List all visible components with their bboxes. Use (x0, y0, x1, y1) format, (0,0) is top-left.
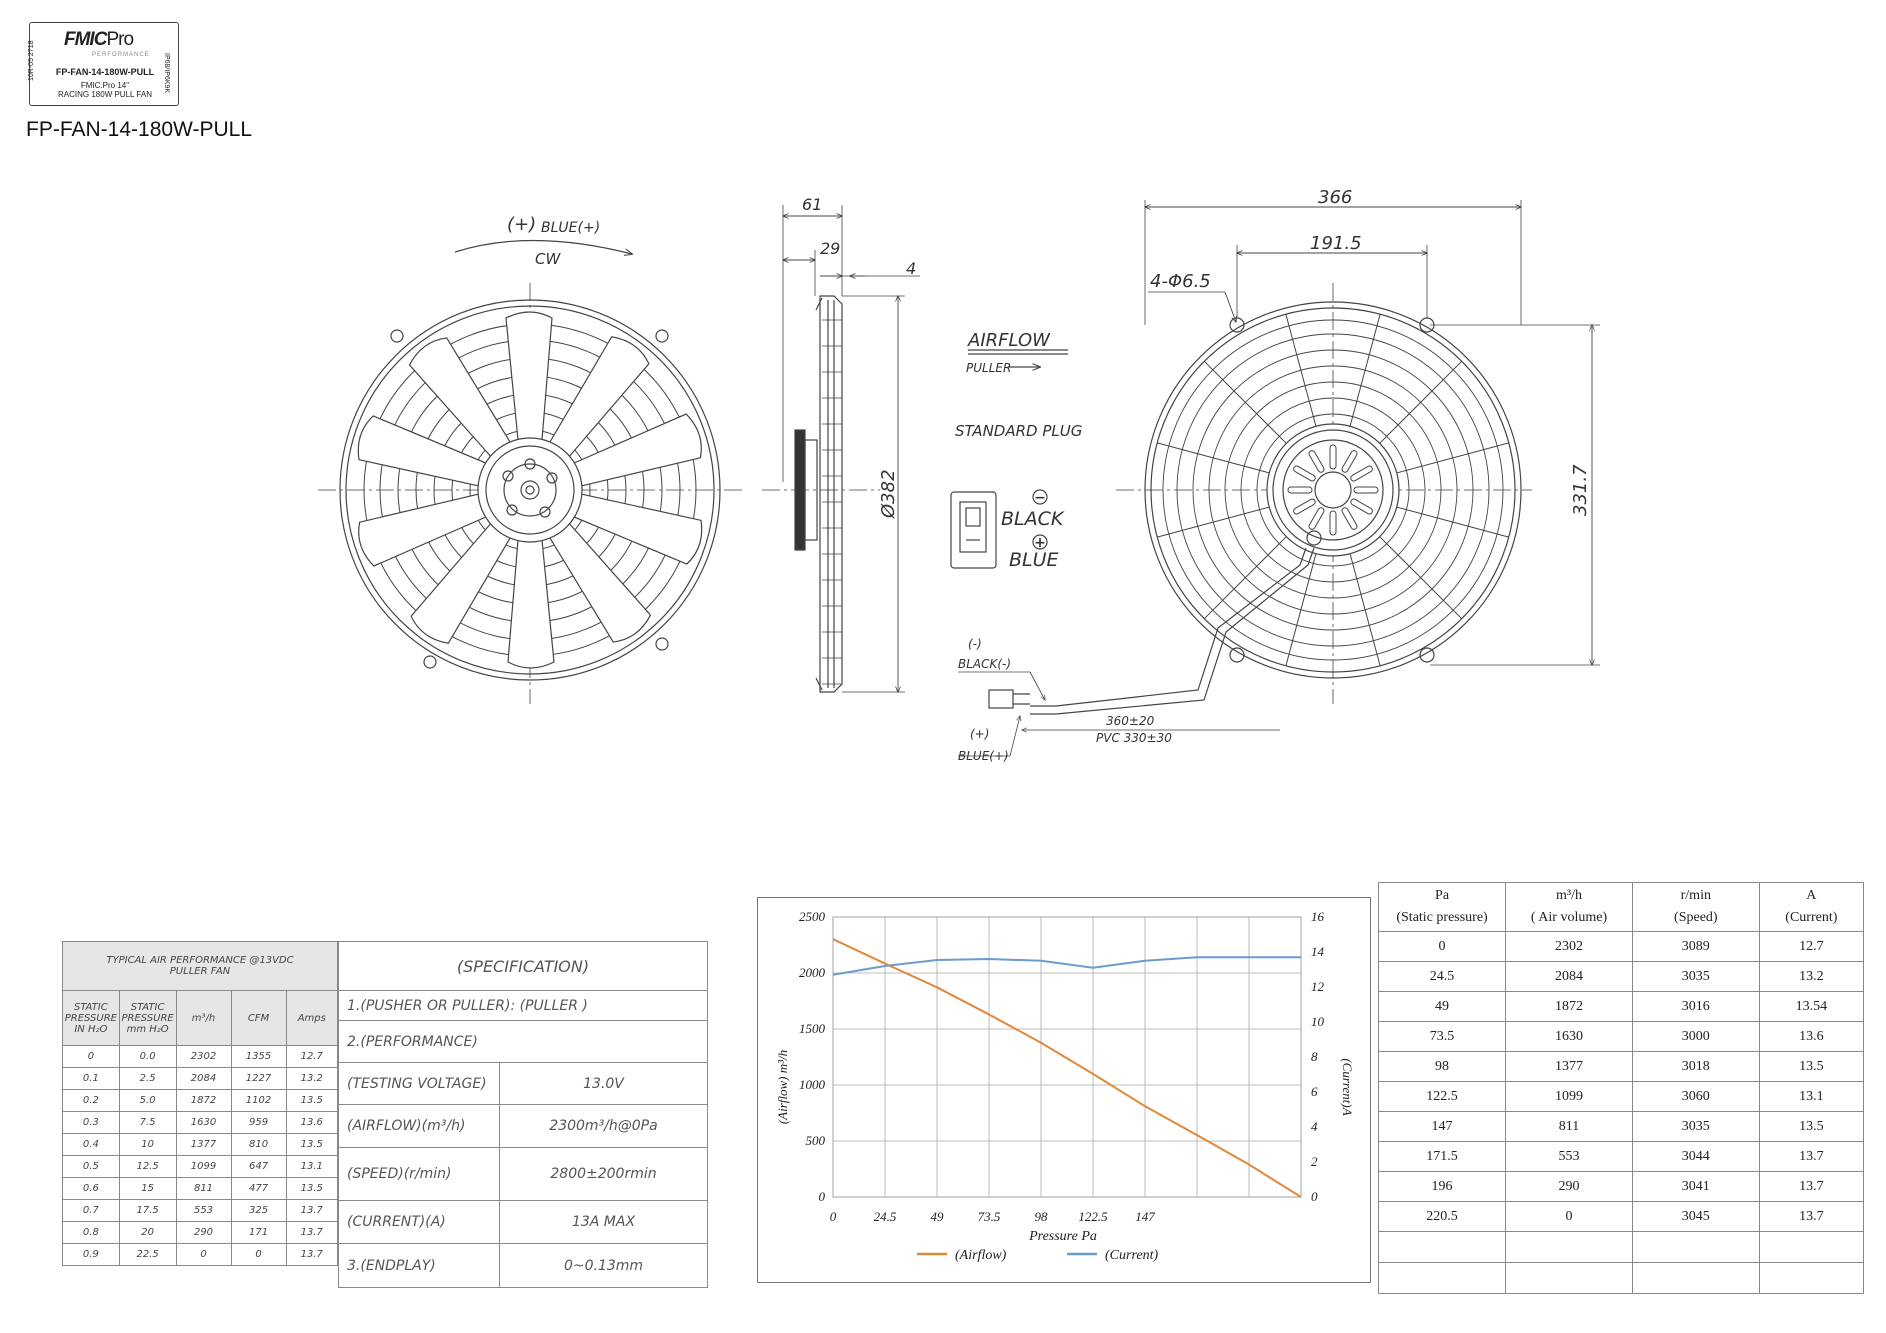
table-row (63, 1178, 338, 1200)
grille-spoke (1204, 361, 1286, 443)
table-cell: 1355 (231, 1046, 286, 1068)
spec-pusher-puller: 1.(PUSHER OR PULLER): (PULLER ) (339, 991, 708, 1021)
data-cell: 3044 (1632, 1142, 1759, 1172)
side-ribs (822, 320, 842, 684)
table-cell: 0.0 (119, 1046, 176, 1068)
table-cell: 647 (231, 1156, 286, 1178)
spec-endplay-value: 0~0.13mm (500, 1244, 708, 1288)
table-cell: 0.7 (63, 1200, 120, 1222)
data-cell: 13.5 (1759, 1112, 1863, 1142)
table-title-row (63, 942, 338, 991)
spec-airflow-label: (AIRFLOW)(m³/h) (339, 1105, 500, 1148)
table-row (63, 1156, 338, 1178)
x-tick-label: 49 (930, 1209, 944, 1224)
table-title: TYPICAL AIR PERFORMANCE @13VDC (106, 955, 294, 966)
chart-y2-ticks (1311, 909, 1325, 1204)
label-description-2: RACING 180W PULL FAN (58, 90, 152, 99)
y2-tick-label: 12 (1311, 979, 1324, 994)
grille-spoke (1350, 554, 1380, 666)
y2-tick-label: 2 (1311, 1154, 1318, 1169)
dim-hole-spacing: 191.5 (1310, 233, 1362, 254)
table-cell: 13.7 (286, 1222, 337, 1244)
y-tick-label: 2000 (799, 965, 825, 980)
table-row (63, 1134, 338, 1156)
label-description-1: FMIC.Pro 14" (80, 81, 130, 90)
header-line: Pa (1435, 888, 1450, 903)
data-row (1379, 1202, 1864, 1232)
blank-cell (1379, 1232, 1506, 1263)
data-cell: 13.1 (1759, 1082, 1863, 1112)
table-row (63, 1200, 338, 1222)
blank-cell (1759, 1263, 1863, 1294)
data-row (1379, 1112, 1864, 1142)
data-cell: 196 (1379, 1172, 1506, 1202)
header-line: r/min (1680, 888, 1711, 903)
table-cell: 13.5 (286, 1134, 337, 1156)
col-cfm: CFM (231, 991, 286, 1046)
table-cell: 1099 (176, 1156, 231, 1178)
brand-logo: FMICPro (64, 29, 134, 50)
data-cell: 13.7 (1759, 1142, 1863, 1172)
performance-chart (757, 897, 1371, 1283)
x-tick-label: 147 (1135, 1209, 1155, 1224)
table-cell: 20 (119, 1222, 176, 1244)
data-cell: 2084 (1506, 962, 1633, 992)
data-row (1379, 1172, 1864, 1202)
table-subtitle: PULLER FAN (169, 966, 231, 977)
data-column-header (1759, 883, 1863, 932)
y-tick-label: 0 (818, 1189, 825, 1204)
table-cell: 17.5 (119, 1200, 176, 1222)
data-cell: 3000 (1632, 1022, 1759, 1052)
fan-data-table (1378, 882, 1864, 1294)
data-row (1379, 962, 1864, 992)
table-cell: 0.1 (63, 1068, 120, 1090)
front-view (318, 240, 742, 704)
header-line: ( Air volume) (1530, 910, 1608, 925)
blank-cell (1506, 1232, 1633, 1263)
lead-negative-color: BLACK(-) (958, 657, 1012, 671)
x-tick-label: 0 (829, 1209, 837, 1224)
fan-blade (506, 312, 552, 440)
table-cell: 0.6 (63, 1178, 120, 1200)
data-cell: 13.6 (1759, 1022, 1863, 1052)
data-cell: 147 (1379, 1112, 1506, 1142)
table-cell: 171 (231, 1222, 286, 1244)
x-tick-label: 122.5 (1078, 1209, 1108, 1224)
data-cell: 171.5 (1379, 1142, 1506, 1172)
table-cell: 0 (63, 1046, 120, 1068)
data-cell: 13.2 (1759, 962, 1863, 992)
data-cell: 13.7 (1759, 1202, 1863, 1232)
table-cell: 2084 (176, 1068, 231, 1090)
rear-view (958, 200, 1600, 756)
rotation-direction: CW (535, 250, 561, 268)
header-line: (Speed) (1674, 910, 1718, 925)
col-amps: Amps (286, 991, 337, 1046)
data-cell: 0 (1506, 1202, 1633, 1232)
data-cell: 3045 (1632, 1202, 1759, 1232)
spec-speed-value: 2800±200rmin (500, 1148, 708, 1201)
data-cell: 122.5 (1379, 1082, 1506, 1112)
fan-blade (508, 540, 554, 668)
table-cell: 2302 (176, 1046, 231, 1068)
chart-series (833, 939, 1301, 1197)
data-cell: 2302 (1506, 932, 1633, 962)
data-column-header (1632, 883, 1759, 932)
data-cell: 1377 (1506, 1052, 1633, 1082)
table-cell: 290 (176, 1222, 231, 1244)
table-row (63, 1090, 338, 1112)
lead-positive: (+) (970, 727, 990, 741)
table-cell: 0.2 (63, 1090, 120, 1112)
spec-endplay-label: 3.(ENDPLAY) (339, 1244, 500, 1288)
table-cell: 1227 (231, 1068, 286, 1090)
series-line-airflow (833, 939, 1301, 1197)
table-cell: 13.7 (286, 1200, 337, 1222)
table-row (63, 1112, 338, 1134)
specification-table (338, 941, 708, 1288)
blank-cell (1632, 1263, 1759, 1294)
table-cell: 10 (119, 1134, 176, 1156)
data-cell: 3060 (1632, 1082, 1759, 1112)
spec-current-value: 13A MAX (500, 1201, 708, 1244)
grille-spoke (1286, 314, 1316, 426)
data-cell: 3018 (1632, 1052, 1759, 1082)
data-cell: 1099 (1506, 1082, 1633, 1112)
y2-tick-label: 8 (1311, 1049, 1318, 1064)
y-tick-label: 1500 (799, 1021, 825, 1036)
lead-pvc-length: PVC 330±30 (1096, 731, 1172, 745)
blank-row (1379, 1263, 1864, 1294)
data-row (1379, 1082, 1864, 1112)
rotation-wire-label: BLUE(+) (541, 220, 601, 236)
grille-spoke (1380, 361, 1462, 443)
blank-cell (1759, 1232, 1863, 1263)
blank-cell (1632, 1232, 1759, 1263)
rotation-polarity: (+) (507, 214, 537, 235)
spec-voltage-value: 13.0V (500, 1063, 708, 1105)
dim-mounting-holes: 4-Φ6.5 (1150, 271, 1211, 292)
data-cell: 0 (1379, 932, 1506, 962)
table-cell: 22.5 (119, 1244, 176, 1266)
data-column-header (1379, 883, 1506, 932)
data-row (1379, 1142, 1864, 1172)
table-cell: 1630 (176, 1112, 231, 1134)
blank-cell (1379, 1263, 1506, 1294)
data-cell: 1872 (1506, 992, 1633, 1022)
data-cell: 3041 (1632, 1172, 1759, 1202)
data-cell: 220.5 (1379, 1202, 1506, 1232)
grille-spoke (1157, 443, 1269, 473)
data-column-header (1506, 883, 1633, 932)
table-cell: 1377 (176, 1134, 231, 1156)
table-cell: 0 (176, 1244, 231, 1266)
dim-depth: 61 (802, 195, 823, 214)
table-cell: 553 (176, 1200, 231, 1222)
col-static-in: STATIC PRESSURE IN H₂O (63, 991, 120, 1046)
connector-view (951, 350, 1068, 568)
grille-spoke (1397, 507, 1509, 537)
table-cell: 12.7 (286, 1046, 337, 1068)
table-cell: 5.0 (119, 1090, 176, 1112)
table-cell: 1102 (231, 1090, 286, 1112)
dim-height: 331.7 (1570, 464, 1591, 516)
chart-x-axis-label: Pressure Pa (1029, 1229, 1097, 1244)
chart-x-ticks (830, 1209, 1156, 1224)
dim-flange: 4 (906, 259, 917, 278)
data-table-body (1379, 932, 1864, 1294)
table-row (63, 1222, 338, 1244)
puller-label: PULLER (966, 361, 1012, 375)
legend-label: (Airflow) (955, 1248, 1007, 1263)
data-cell: 3089 (1632, 932, 1759, 962)
y2-tick-label: 10 (1311, 1014, 1324, 1029)
table-cell: 13.5 (286, 1178, 337, 1200)
grille-spoke (1157, 507, 1269, 537)
grille-spoke (1397, 443, 1509, 473)
side-view (762, 205, 920, 692)
table-body (63, 1046, 338, 1266)
data-cell: 73.5 (1379, 1022, 1506, 1052)
grille-spoke (1350, 314, 1380, 426)
table-cell: 15 (119, 1178, 176, 1200)
table-cell: 13.1 (286, 1156, 337, 1178)
y2-tick-label: 4 (1311, 1119, 1318, 1134)
chart-y-axis-label: (Airflow) m³/h (775, 1049, 790, 1125)
col-m3h: m³/h (176, 991, 231, 1046)
spec-current-label: (CURRENT)(A) (339, 1201, 500, 1244)
data-row (1379, 1022, 1864, 1052)
data-cell: 3035 (1632, 1112, 1759, 1142)
blank-row (1379, 1232, 1864, 1263)
table-cell: 0 (231, 1244, 286, 1266)
legend-label: (Current) (1105, 1248, 1159, 1263)
table-cell: 959 (231, 1112, 286, 1134)
dim-motor: 29 (820, 239, 841, 258)
data-row (1379, 1052, 1864, 1082)
x-tick-label: 98 (1034, 1209, 1048, 1224)
grille-spoke (1380, 537, 1462, 619)
table-cell: 477 (231, 1178, 286, 1200)
table-row (63, 1046, 338, 1068)
table-cell: 7.5 (119, 1112, 176, 1134)
airflow-label: AIRFLOW (968, 330, 1050, 351)
header-line: m³/h (1556, 888, 1583, 903)
table-cell: 325 (231, 1200, 286, 1222)
air-performance-table (62, 941, 338, 1266)
x-tick-label: 24.5 (873, 1209, 897, 1224)
table-cell: 13.6 (286, 1112, 337, 1134)
table-cell: 0.5 (63, 1156, 120, 1178)
table-cell: 0.3 (63, 1112, 120, 1134)
chart-y2-axis-label: (Current)A (1340, 1058, 1355, 1116)
col-static-mm: STATIC PRESSURE mm H₂O (119, 991, 176, 1046)
lead-positive-color: BLUE(+) (958, 749, 1009, 763)
table-row (63, 1068, 338, 1090)
spec-airflow-value: 2300m³/h@0Pa (500, 1105, 708, 1148)
header-line: (Static pressure) (1396, 910, 1488, 925)
data-cell: 12.7 (1759, 932, 1863, 962)
table-row (63, 1244, 338, 1266)
data-row (1379, 932, 1864, 962)
standard-plug-label: STANDARD PLUG (955, 422, 1083, 440)
data-cell: 3035 (1632, 962, 1759, 992)
table-cell: 13.2 (286, 1068, 337, 1090)
spec-title: (SPECIFICATION) (339, 942, 708, 991)
table-cell: 0.4 (63, 1134, 120, 1156)
data-cell: 811 (1506, 1112, 1633, 1142)
header-line: (Current) (1785, 910, 1838, 925)
data-cell: 13.54 (1759, 992, 1863, 1022)
lead-negative: (-) (968, 637, 982, 651)
y-tick-label: 500 (805, 1133, 825, 1148)
table-cell: 0.8 (63, 1222, 120, 1244)
spec-speed-label: (SPEED)(r/min) (339, 1148, 500, 1201)
table-cell: 12.5 (119, 1156, 176, 1178)
spec-performance: 2.(PERFORMANCE) (339, 1021, 708, 1063)
table-cell: 13.5 (286, 1090, 337, 1112)
black-wire-label: BLACK (1001, 508, 1064, 530)
brand-subtitle: PERFORMANCE (92, 52, 150, 58)
data-cell: 290 (1506, 1172, 1633, 1202)
table-cell: 810 (231, 1134, 286, 1156)
label-ip-rating: IP68/IP6K9K (163, 53, 170, 94)
label-part-number: FP-FAN-14-180W-PULL (55, 67, 155, 77)
chart-y-ticks (799, 909, 826, 1204)
table-cell: 2.5 (119, 1068, 176, 1090)
data-cell: 98 (1379, 1052, 1506, 1082)
data-row (1379, 992, 1864, 1022)
chart-legend (917, 1248, 1158, 1263)
table-cell: 13.7 (286, 1244, 337, 1266)
table-cell: 0.9 (63, 1244, 120, 1266)
y2-tick-label: 0 (1311, 1189, 1318, 1204)
y2-tick-label: 6 (1311, 1084, 1318, 1099)
dim-width: 366 (1318, 187, 1353, 208)
data-cell: 1630 (1506, 1022, 1633, 1052)
table-cell: 811 (176, 1178, 231, 1200)
page-title: FP-FAN-14-180W-PULL (26, 118, 253, 141)
y-tick-label: 1000 (799, 1077, 825, 1092)
spec-voltage-label: (TESTING VOLTAGE) (339, 1063, 500, 1105)
y-tick-label: 2500 (799, 909, 825, 924)
data-cell: 13.7 (1759, 1172, 1863, 1202)
positive-terminal-icon: + (1034, 535, 1046, 551)
blank-cell (1506, 1263, 1633, 1294)
blue-wire-label: BLUE (1009, 549, 1059, 571)
data-table-header (1379, 883, 1864, 932)
data-cell: 24.5 (1379, 962, 1506, 992)
table-cell: 1872 (176, 1090, 231, 1112)
dim-diameter: Ø382 (878, 469, 899, 518)
negative-terminal-icon: − (1034, 490, 1046, 506)
lead-length: 360±20 (1106, 714, 1155, 728)
header-line: A (1806, 888, 1817, 903)
label-approval-code: 10R-05 2718 (28, 40, 35, 81)
data-cell: 13.5 (1759, 1052, 1863, 1082)
data-cell: 3016 (1632, 992, 1759, 1022)
x-tick-label: 73.5 (977, 1209, 1001, 1224)
data-cell: 553 (1506, 1142, 1633, 1172)
y2-tick-label: 16 (1311, 909, 1324, 924)
y2-tick-label: 14 (1311, 944, 1324, 959)
data-cell: 49 (1379, 992, 1506, 1022)
table-header-row (63, 991, 338, 1046)
